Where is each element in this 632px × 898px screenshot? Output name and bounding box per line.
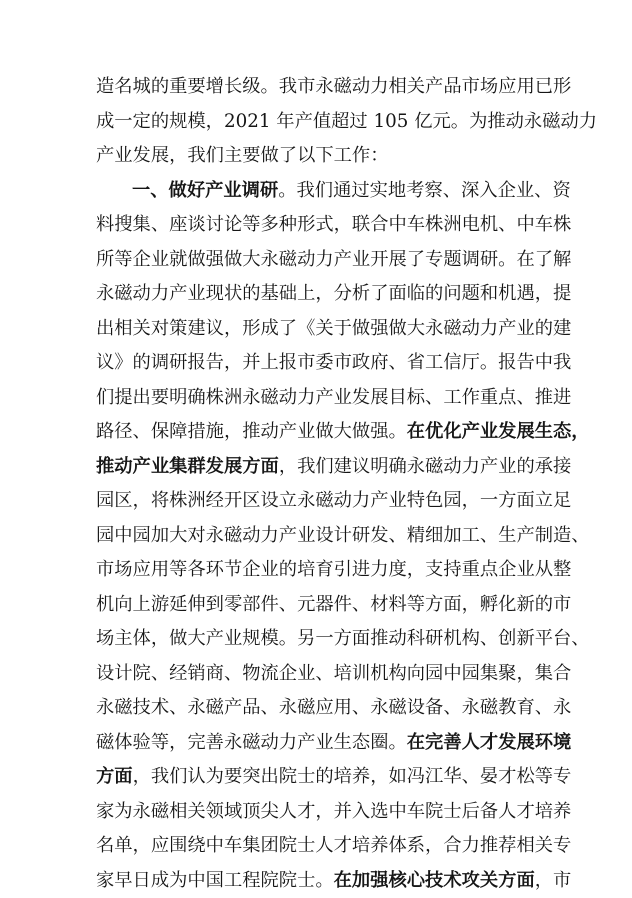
text-line bbox=[96, 346, 542, 381]
body-text: 造名城的重要增长级。我市永磁动力相关产品市场应用已形 bbox=[96, 76, 571, 97]
text-line bbox=[96, 208, 542, 243]
text-line bbox=[96, 829, 542, 864]
body-text: 议》的调研报告，并上报市委市政府、省工信厅。报告中我 bbox=[96, 352, 571, 373]
text-line bbox=[96, 243, 542, 278]
text-line bbox=[96, 174, 542, 209]
text-line bbox=[96, 381, 542, 416]
text-line bbox=[96, 553, 542, 588]
text-line bbox=[96, 519, 542, 554]
body-text: 出相关对策建议，形成了《关于做强做大永磁动力产业的建 bbox=[96, 318, 571, 339]
section-heading: 一、做好产业调研 bbox=[132, 180, 278, 201]
text-line bbox=[96, 726, 542, 761]
body-text: 家为永磁相关领域顶尖人才，并入选中车院士后备人才培养 bbox=[96, 801, 571, 822]
emphasis-text: 推动产业集群发展方面 bbox=[96, 456, 279, 477]
body-text: 名单，应围绕中车集团院士人才培养体系，合力推荐相关专 bbox=[96, 835, 571, 856]
body-text: ，我们认为要突出院士的培养，如冯江华、晏才松等专 bbox=[133, 766, 572, 787]
body-text: ，我们建议明确永磁动力产业的承接 bbox=[279, 456, 572, 477]
body-text: 家早日成为中国工程院院士。 bbox=[96, 870, 334, 891]
body-text: 园区，将株洲经开区设立永磁动力产业特色园，一方面立足 bbox=[96, 490, 571, 511]
text-line bbox=[96, 312, 542, 347]
body-text: 园中园加大对永磁动力产业设计研发、精细加工、生产制造、 bbox=[96, 525, 590, 546]
emphasis-text: 在加强核心技术攻关方面 bbox=[334, 870, 535, 891]
text-line bbox=[96, 105, 542, 140]
body-text: 成一定的规模，2021 年产值超过 105 亿元。为推动永磁动力 bbox=[96, 111, 597, 132]
body-text: 们提出要明确株洲永磁动力产业发展目标、工作重点、推进 bbox=[96, 387, 571, 408]
text-line bbox=[96, 795, 542, 830]
text-line bbox=[96, 760, 542, 795]
body-text: 设计院、经销商、物流企业、培训机构向园中园集聚，集合 bbox=[96, 663, 571, 684]
body-text: 场主体，做大产业规模。另一方面推动科研机构、创新平台、 bbox=[96, 628, 590, 649]
text-line bbox=[96, 415, 542, 450]
body-text: 永磁动力产业现状的基础上，分析了面临的问题和机遇，提 bbox=[96, 283, 571, 304]
text-line bbox=[96, 139, 542, 174]
body-text: 磁体验等，完善永磁动力产业生态圈。 bbox=[96, 732, 407, 753]
text-line bbox=[96, 484, 542, 519]
body-text: 料搜集、座谈讨论等多种形式，联合中车株洲电机、中车株 bbox=[96, 214, 571, 235]
text-line bbox=[96, 691, 542, 726]
emphasis-text: 在完善人才发展环境 bbox=[407, 732, 572, 753]
body-text: 永磁技术、永磁产品、永磁应用、永磁设备、永磁教育、永 bbox=[96, 697, 571, 718]
body-text: 产业发展，我们主要做了以下工作： bbox=[96, 145, 389, 166]
body-text: 。我们通过实地考察、深入企业、资 bbox=[278, 180, 571, 201]
body-text: 路径、保障措施，推动产业做大做强。 bbox=[96, 421, 407, 442]
body-text: ，市 bbox=[535, 870, 572, 891]
text-line bbox=[96, 657, 542, 692]
body-text: 市场应用等各环节企业的培育引进力度，支持重点企业从整 bbox=[96, 559, 571, 580]
body-text: 所等企业就做强做大永磁动力产业开展了专题调研。在了解 bbox=[96, 249, 571, 270]
text-line bbox=[96, 622, 542, 657]
body-text: 机向上游延伸到零部件、元器件、材料等方面，孵化新的市 bbox=[96, 594, 571, 615]
text-line bbox=[96, 277, 542, 312]
text-line bbox=[96, 864, 542, 898]
text-line bbox=[96, 588, 542, 623]
emphasis-text: 方面 bbox=[96, 766, 133, 787]
text-line bbox=[96, 70, 542, 105]
text-line bbox=[96, 450, 542, 485]
emphasis-text: 在优化产业发展生态， bbox=[407, 421, 590, 442]
